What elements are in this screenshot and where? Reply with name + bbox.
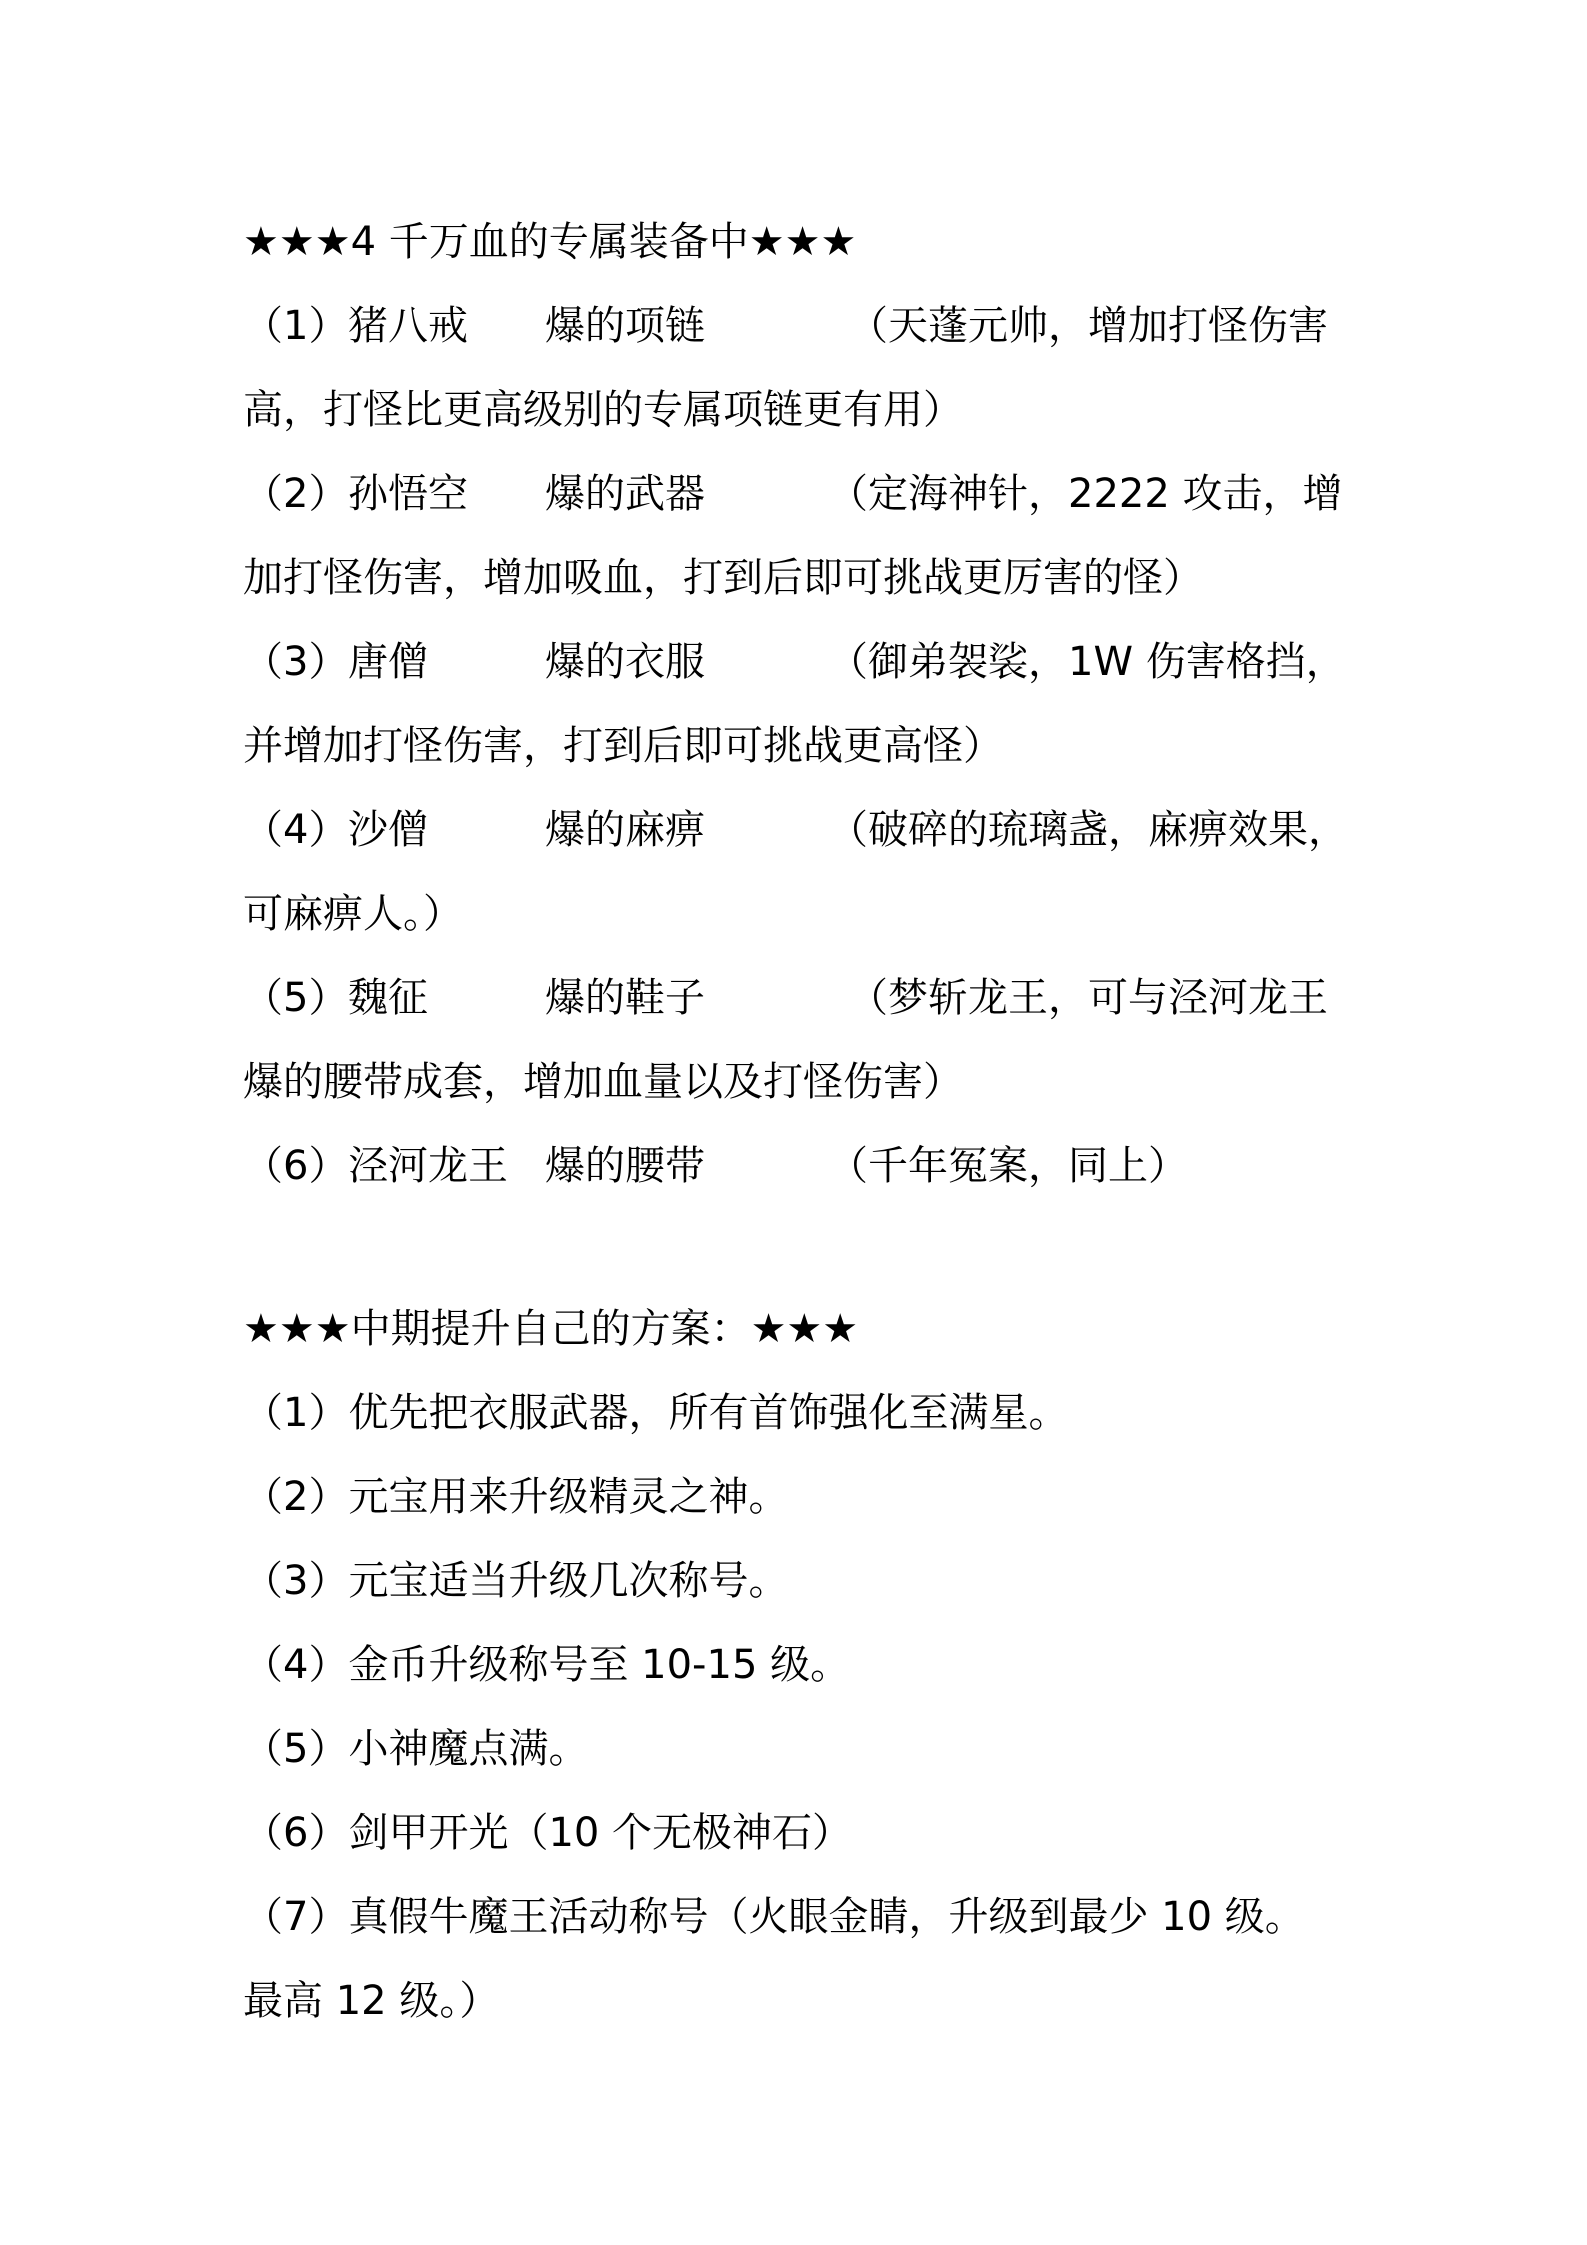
- gear-entry-line: [243, 620, 1363, 704]
- section-heading: ★★★中期提升自己的方案：★★★: [243, 1306, 859, 1352]
- gear-description-continued: 加打怪伤害，增加吸血，打到后即可挑战更厉害的怪）: [243, 555, 1203, 601]
- drop-item: 爆的武器: [545, 471, 705, 517]
- gear-entry-line: [243, 452, 1363, 536]
- plan-item: （2）元宝用来升级精灵之神。: [243, 1474, 789, 1520]
- boss-gear-section: [243, 200, 1363, 1208]
- gear-description: （千年冤案，同上）: [828, 1143, 1188, 1189]
- midgame-plan-section: [243, 1287, 1363, 2043]
- gear-entry-line: [243, 284, 1363, 368]
- gear-entry: [243, 788, 1363, 956]
- gear-description-continued: 爆的腰带成套，增加血量以及打怪伤害）: [243, 1059, 963, 1105]
- gear-description: （梦斩龙王，可与泾河龙王: [848, 975, 1328, 1021]
- plan-item: （4）金币升级称号至 10-15 级。: [243, 1642, 851, 1688]
- gear-description: （定海神针，2222 攻击，增: [828, 471, 1343, 517]
- gear-entry-line: [243, 1124, 1363, 1208]
- gear-description: （天蓬元帅，增加打怪伤害: [848, 303, 1328, 349]
- plan-item: （1）优先把衣服武器，所有首饰强化至满星。: [243, 1390, 1069, 1436]
- gear-entry-line: [243, 788, 1363, 872]
- gear-entry-line: [243, 956, 1363, 1040]
- section-heading: ★★★4 千万血的专属装备中★★★: [243, 219, 857, 265]
- plan-item: （6）剑甲开光（10 个无极神石）: [243, 1810, 853, 1856]
- drop-item: 爆的麻痹: [545, 807, 705, 853]
- gear-description-continued: 可麻痹人。）: [243, 891, 463, 937]
- entry-number: （3）: [243, 639, 349, 685]
- gear-entry: [243, 620, 1363, 788]
- entry-number: （4）: [243, 807, 349, 853]
- gear-entry: [243, 956, 1363, 1124]
- entry-number: （2）: [243, 471, 349, 517]
- boss-name: 唐僧: [348, 639, 428, 685]
- gear-entry: [243, 284, 1363, 452]
- drop-item: 爆的鞋子: [545, 975, 705, 1021]
- boss-name: 魏征: [348, 975, 428, 1021]
- drop-item: 爆的项链: [545, 303, 705, 349]
- gear-entry: [243, 452, 1363, 620]
- boss-name: 泾河龙王: [348, 1143, 508, 1189]
- boss-name: 沙僧: [348, 807, 428, 853]
- gear-description-continued: 高，打怪比更高级别的专属项链更有用）: [243, 387, 963, 433]
- entry-number: （5）: [243, 975, 349, 1021]
- gear-entry: [243, 1124, 1363, 1208]
- plan-item: （5）小神魔点满。: [243, 1726, 589, 1772]
- plan-item: （3）元宝适当升级几次称号。: [243, 1558, 789, 1604]
- entry-number: （1）: [243, 303, 349, 349]
- boss-name: 孙悟空: [348, 471, 468, 517]
- drop-item: 爆的衣服: [545, 639, 705, 685]
- drop-item: 爆的腰带: [545, 1143, 705, 1189]
- entry-number: （6）: [243, 1143, 349, 1189]
- gear-description: （御弟袈裟，1W 伤害格挡，: [828, 639, 1346, 685]
- gear-description: （破碎的琉璃盏，麻痹效果，: [828, 807, 1348, 853]
- gear-description-continued: 并增加打怪伤害，打到后即可挑战更高怪）: [243, 723, 1003, 769]
- plan-item-continued: 最高 12 级。）: [243, 1978, 500, 2024]
- boss-name: 猪八戒: [348, 303, 468, 349]
- plan-item: （7）真假牛魔王活动称号（火眼金睛，升级到最少 10 级。: [243, 1894, 1305, 1940]
